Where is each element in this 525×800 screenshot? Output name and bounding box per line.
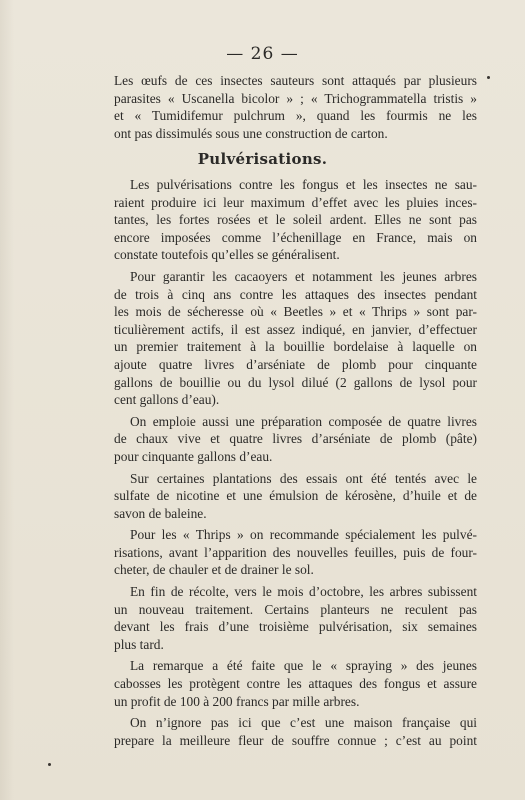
paragraph-line: ticulièrement actifs, il est assez indiqué, en janvier, d’effectuer bbox=[114, 321, 477, 337]
paragraph-line: devant les frais d’une troisième pulvérisation, six semaines bbox=[114, 619, 477, 635]
paragraph-line: un premier traitement à la bouillie bordelaise à laquelle on bbox=[114, 339, 477, 355]
paragraph-line: Pour les « Thrips » on recommande spécialement les pulvé- bbox=[130, 527, 477, 543]
paragraph-line: pour cinquante gallons d’eau. bbox=[114, 448, 273, 464]
paragraph-line: constate toutefois qu’elles se généralisent. bbox=[114, 247, 340, 263]
paragraph-line: Pour garantir les cacaoyers et notamment les jeunes arbres bbox=[130, 268, 477, 284]
paragraph-8 bbox=[114, 714, 477, 749]
intro-line: Les œufs de ces insectes sauteurs sont attaqués par plusieurs bbox=[114, 73, 477, 88]
page-fold-shadow bbox=[0, 0, 14, 800]
paragraph-3 bbox=[114, 413, 477, 466]
paragraph-line: un nouveau traitement. Certains planteurs ne reculent pas bbox=[114, 601, 477, 617]
paragraph-5 bbox=[114, 526, 477, 579]
paragraph-line: gallons de bouillie ou du lysol dilué (2 gallons de lysol pour bbox=[114, 374, 477, 390]
paragraph-line: raient produire ici leur maximum d’effet avec les pluies inces- bbox=[114, 194, 477, 210]
intro-line: parasites « Uscanella bicolor » ; « Trichogrammatella tristis » bbox=[114, 90, 477, 106]
paragraph-line: La remarque a été faite que le « spraying » des jeunes bbox=[130, 658, 477, 674]
paragraph-4 bbox=[114, 470, 477, 523]
paragraph-line: de trois à cinq ans contre les attaques des insectes pendant bbox=[114, 286, 477, 302]
paragraph-line: tantes, les fortes rosées et le soleil ardent. Elles ne sont pas bbox=[114, 212, 477, 228]
section-body bbox=[114, 176, 477, 753]
page-number: — 26 — bbox=[226, 44, 299, 64]
paragraph-line: encore imposées comme l’échenillage en France, mais on bbox=[114, 229, 477, 245]
paragraph-2 bbox=[114, 268, 477, 409]
paragraph-line: plus tard. bbox=[114, 636, 164, 652]
paragraph-line: de chaux vive et quatre livres d’arséniate de plomb (pâte) bbox=[114, 431, 477, 447]
paper-speck bbox=[487, 76, 490, 79]
paragraph-line: On emploie aussi une préparation composée de quatre livres bbox=[130, 413, 477, 429]
paper-speck bbox=[48, 763, 51, 766]
paragraph-line: ajoute quatre livres d’arséniate de plomb pour cinquante bbox=[114, 356, 477, 372]
paragraph-line: savon de baleine. bbox=[114, 505, 207, 521]
paragraph-line: cent gallons d’eau). bbox=[114, 392, 220, 408]
paragraph-line: Sur certaines plantations des essais ont été tentés avec le bbox=[130, 470, 477, 486]
paragraph-6 bbox=[114, 583, 477, 653]
paragraph-line: Les pulvérisations contre les fongus et les insectes ne sau- bbox=[130, 177, 477, 192]
paragraph-line: sulfate de nicotine et une émulsion de kérosène, d’huile et de bbox=[114, 488, 477, 504]
paragraph-line: prepare la meilleure fleur de souffre connue ; c’est au point bbox=[114, 732, 477, 748]
paragraph-line: On n’ignore pas ici que c’est une maison française qui bbox=[130, 715, 477, 731]
paragraph-line: cheter, de chauler et de drainer le sol. bbox=[114, 562, 314, 578]
section-title: Pulvérisations. bbox=[197, 150, 328, 168]
paragraph-line: risations, avant l’apparition des nouvelles feuilles, puis de four- bbox=[114, 544, 477, 560]
paragraph-7 bbox=[114, 657, 477, 710]
intro-line: et « Tumidifemur pulchrum », quand les fourmis ne les bbox=[114, 108, 477, 124]
paragraph-1 bbox=[114, 176, 477, 264]
intro-line: ont pas dissimulés sous une construction de carton. bbox=[114, 125, 388, 141]
intro-paragraph bbox=[114, 72, 477, 142]
paragraph-line: les mois de sécheresse où « Beetles » et « Thrips » sont par- bbox=[114, 304, 477, 320]
paragraph-line: En fin de récolte, vers le mois d’octobre, les arbres subissent bbox=[130, 584, 477, 600]
paragraph-line: un profit de 100 à 200 francs par mille arbres. bbox=[114, 693, 360, 709]
paragraph-line: cabosses les protègent contre les attaques des fongus et assure bbox=[114, 676, 477, 692]
